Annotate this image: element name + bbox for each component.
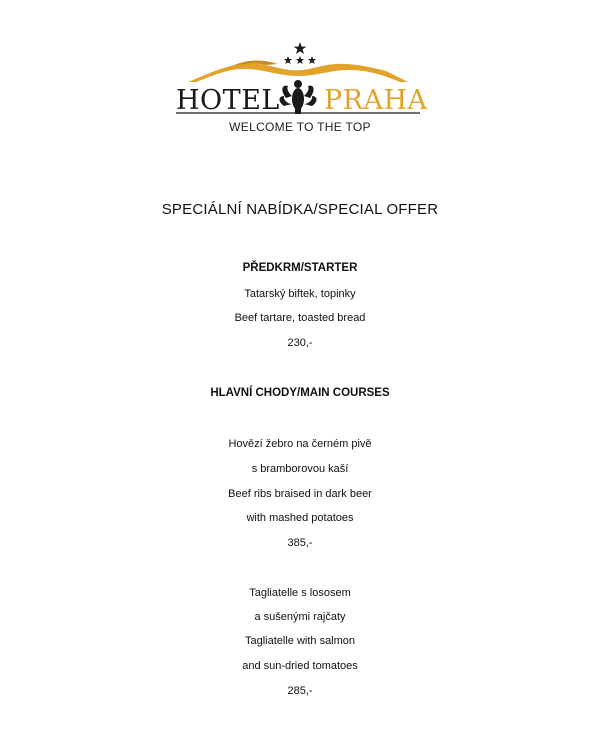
- starter-price: 230,-: [287, 337, 313, 349]
- main-item-name-cz-2: a sušenými rajčaty: [254, 611, 346, 623]
- logo-praha-text: PRAHA: [324, 85, 428, 116]
- page-title: SPECIÁLNÍ NABÍDKA/SPECIAL OFFER: [161, 201, 439, 218]
- main-item-price: 285,-: [287, 685, 313, 697]
- logo-tagline: WELCOME TO THE TOP: [229, 120, 371, 134]
- hotel-logo: [168, 38, 432, 138]
- starter-name-cz: Tatarský biftek, topinky: [244, 288, 356, 300]
- main-item-name-en-2: with mashed potatoes: [246, 512, 354, 524]
- starter-heading: PŘEDKRM/STARTER: [242, 262, 358, 274]
- logo-hotel-text: HOTEL: [176, 85, 280, 116]
- starter-name-en: Beef tartare, toasted bread: [234, 312, 366, 324]
- main-item-name-cz-1: Hovězí žebro na černém pivě: [228, 438, 372, 450]
- main-item-price: 385,-: [287, 537, 313, 549]
- main-item-name-en-2: and sun-dried tomatoes: [242, 660, 358, 672]
- main-item-name-cz-2: s bramborovou kaší: [251, 463, 349, 475]
- main-courses-heading: HLAVNÍ CHODY/MAIN COURSES: [210, 387, 390, 399]
- main-item-name-cz-1: Tagliatelle s lososem: [249, 587, 351, 599]
- main-item-name-en-1: Beef ribs braised in dark beer: [228, 488, 372, 500]
- main-item-name-en-1: Tagliatelle with salmon: [244, 635, 356, 647]
